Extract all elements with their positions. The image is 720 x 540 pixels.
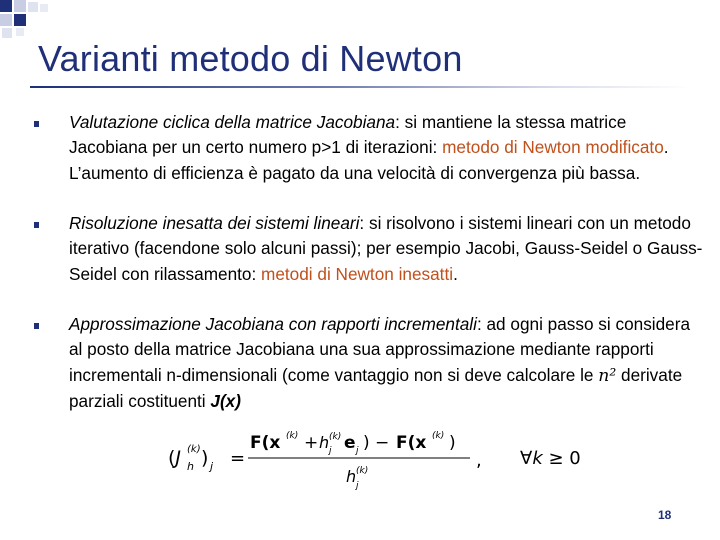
bullet-item-inexact-linear <box>69 211 705 287</box>
svg-text:e: e <box>344 433 356 453</box>
bullet-item-approx-jacobian <box>69 312 705 414</box>
bullet-lead: Approssimazione Jacobiana con rapporti incrementali <box>69 314 477 334</box>
svg-text:h: h <box>319 433 330 452</box>
svg-text:∀k ≥ 0: ∀k ≥ 0 <box>520 448 581 469</box>
decor-square <box>28 2 38 12</box>
bullet-marker <box>34 323 39 329</box>
title-underline <box>30 86 690 88</box>
bullet-text: : si risolvono i sistemi lineari con un metodo iterativo (facendone solo alcuni passi); per esempio Jacobi, Gauss-Seidel o Gauss-Seidel con rilassamento: <box>69 213 703 284</box>
math-jx: J(x) <box>210 390 241 411</box>
bullet-marker <box>34 121 39 127</box>
svg-text:(J: (J <box>168 447 182 469</box>
bullet-lead: Valutazione ciclica della matrice Jacobiana <box>69 112 396 132</box>
svg-text:j: j <box>356 446 359 456</box>
bullet-marker <box>34 222 39 228</box>
svg-text:): ) <box>201 447 209 469</box>
decor-square <box>14 14 26 26</box>
math-n-squared: n² <box>598 365 617 386</box>
bullet-text: : si mantiene la stessa matrice Jacobiana per un certo numero p>1 di iterazioni: <box>69 112 627 158</box>
bullet-text: . <box>453 263 458 284</box>
svg-text:j: j <box>356 481 359 491</box>
decor-square <box>0 14 12 26</box>
decor-square <box>16 28 24 36</box>
svg-text:): ) <box>449 433 456 453</box>
slide-title: Varianti metodo di Newton <box>38 38 463 79</box>
svg-text:F(x: F(x <box>396 433 427 453</box>
decor-square <box>2 28 12 38</box>
page-number: 18 <box>658 508 672 522</box>
svg-text:(k): (k) <box>432 431 445 441</box>
bullet-text: . L’aumento di efficienza è pagato da una velocità di convergenza più bassa. <box>69 137 669 183</box>
svg-text:) −: ) − <box>363 433 390 453</box>
svg-text:j: j <box>329 446 332 456</box>
svg-text:(k): (k) <box>329 432 342 442</box>
decor-square <box>0 0 12 12</box>
svg-text:(k): (k) <box>187 444 201 455</box>
svg-text:+: + <box>304 433 319 453</box>
svg-text:h: h <box>187 460 194 473</box>
highlight-term: metodi di Newton inesatti <box>261 263 454 284</box>
finite-difference-formula <box>168 426 588 494</box>
decor-square <box>14 0 26 12</box>
bullet-text: : ad ogni passo si considera al posto della matrice Jacobiana una sua approssimazione mediante rapporti incrementali n-dimensionali (come vantaggio non si deve calcolare le <box>69 314 691 385</box>
svg-text:(k): (k) <box>356 466 369 476</box>
bullet-text: derivate parziali costituenti <box>69 364 683 411</box>
svg-text:=: = <box>230 448 246 469</box>
bullet-lead: Risoluzione inesatta dei sistemi lineari <box>69 213 360 233</box>
bullet-item-jacobian-cyclic <box>69 110 705 186</box>
decor-square <box>40 4 48 12</box>
highlight-term: metodo di Newton modificato <box>442 137 664 158</box>
svg-text:(k): (k) <box>286 431 299 441</box>
svg-text:F(x: F(x <box>250 433 281 453</box>
svg-text:j: j <box>210 460 214 473</box>
svg-text:h: h <box>346 467 357 486</box>
svg-text:,: , <box>476 450 482 471</box>
